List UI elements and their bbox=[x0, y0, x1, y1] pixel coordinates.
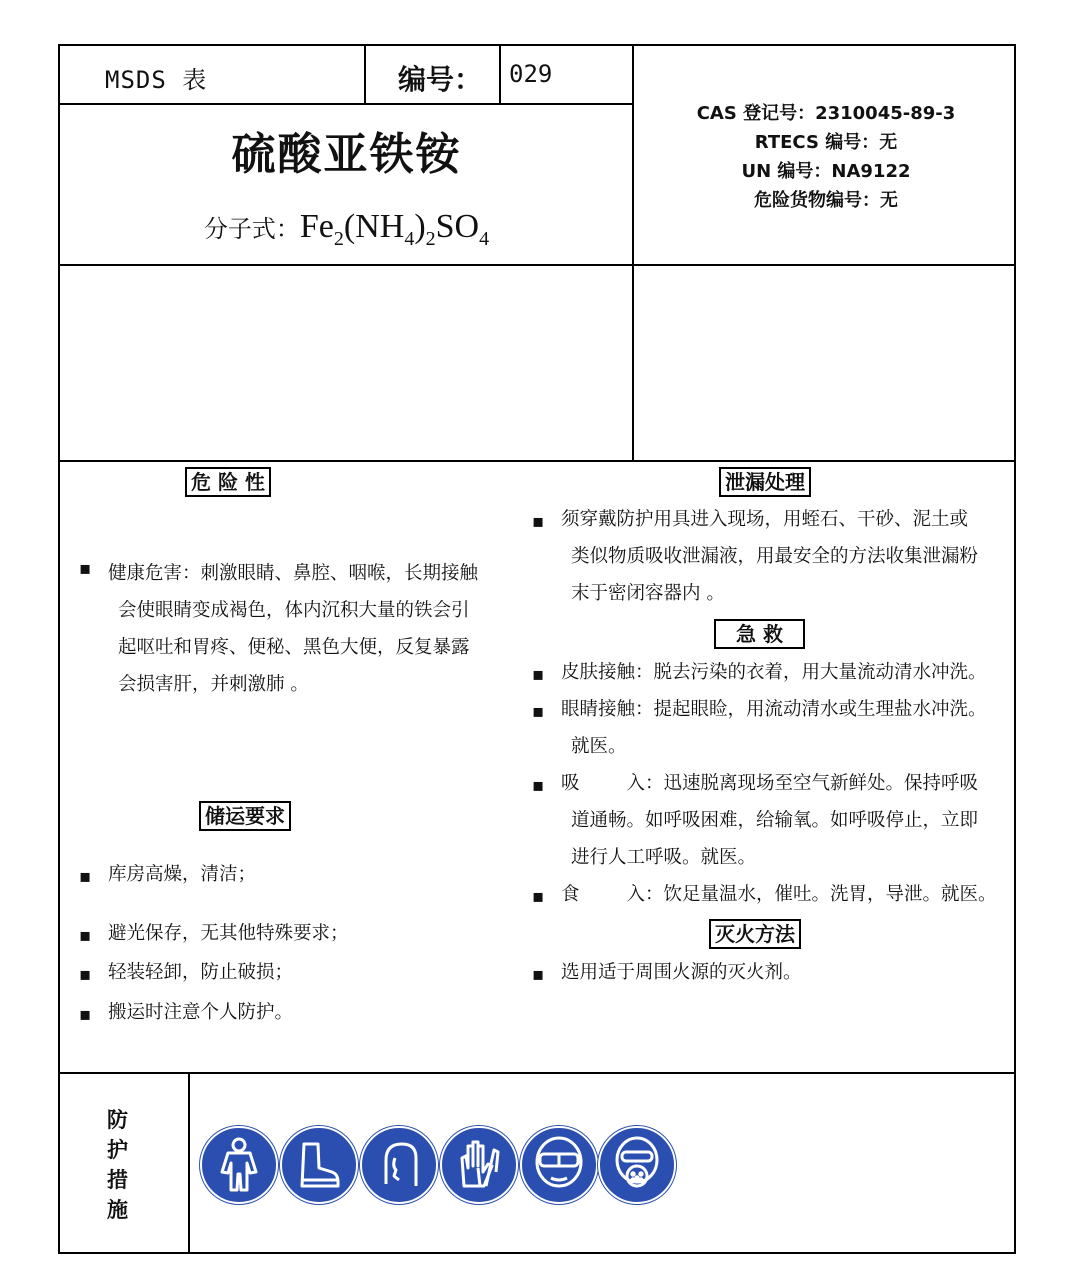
hazard-line: 会损害肝，并刺激肺 。 bbox=[118, 674, 309, 695]
cas-number: CAS 登记号：2310045-89-3 bbox=[696, 103, 956, 124]
hazard-line: 会使眼睛变成褐色，体内沉积大量的铁会引 bbox=[118, 600, 470, 621]
bullet: ▪ bbox=[79, 925, 92, 946]
formula-value: $Fe_2(NH_4)_2SO_4$ bbox=[299, 208, 490, 250]
storage-item: 轻装轻卸，防止破损； bbox=[108, 962, 294, 983]
storage-title: 储运要求 bbox=[199, 801, 291, 831]
bullet: ▪ bbox=[532, 511, 545, 532]
divider bbox=[58, 1072, 1016, 1074]
storage-item: 库房高燥，清洁； bbox=[108, 864, 257, 885]
dangerous-goods-number: 危险货物编号：无 bbox=[754, 190, 898, 211]
bullet: ▪ bbox=[79, 866, 92, 887]
leak-title: 泄漏处理 bbox=[719, 467, 811, 497]
fire-item: 选用适于周围火源的灭火剂。 bbox=[561, 962, 802, 983]
firstaid-inhale: 吸 入：迅速脱离现场至空气新鲜处。保持呼吸 bbox=[561, 773, 979, 794]
divider bbox=[58, 103, 633, 105]
bullet: ▪ bbox=[532, 886, 545, 907]
protection-label: 防 护 措 施 bbox=[107, 1108, 128, 1222]
firstaid-eye-cont: 就医。 bbox=[571, 736, 627, 757]
bullet: ▪ bbox=[532, 775, 545, 796]
protective-gloves-icon bbox=[440, 1126, 518, 1204]
safety-boots-icon bbox=[280, 1126, 358, 1204]
leak-line: 须穿戴防护用具进入现场，用蛭石、干砂、泥土或 bbox=[561, 509, 969, 530]
leak-line: 末于密闭容器内 。 bbox=[571, 583, 725, 604]
fire-title: 灭火方法 bbox=[709, 919, 801, 949]
protective-suit-icon bbox=[200, 1126, 278, 1204]
head-protection-icon bbox=[360, 1126, 438, 1204]
formula-label: 分子式： bbox=[203, 215, 300, 243]
storage-item: 搬运时注意个人防护。 bbox=[108, 1002, 294, 1023]
bullet: ▪ bbox=[79, 558, 92, 579]
divider bbox=[58, 460, 1016, 462]
hazard-line: 起呕吐和胃疼、便秘、黑色大便，反复暴露 bbox=[118, 637, 470, 658]
firstaid-title: 急 救 bbox=[714, 619, 805, 649]
bullet: ▪ bbox=[532, 964, 545, 985]
number-label: 编号： bbox=[398, 63, 483, 96]
bullet: ▪ bbox=[532, 701, 545, 722]
firstaid-inhale-cont: 进行人工呼吸。就医。 bbox=[571, 847, 757, 868]
divider bbox=[188, 1072, 190, 1254]
bullet: ▪ bbox=[79, 964, 92, 985]
bullet: ▪ bbox=[532, 664, 545, 685]
form-label: MSDS 表 bbox=[105, 66, 208, 94]
number-value: 029 bbox=[509, 60, 553, 88]
hazard-title: 危 险 性 bbox=[185, 467, 271, 497]
firstaid-eye: 眼睛接触：提起眼睑，用流动清水或生理盐水冲洗。 bbox=[561, 699, 987, 720]
firstaid-skin: 皮肤接触：脱去污染的衣着，用大量流动清水冲洗。 bbox=[561, 662, 987, 683]
divider bbox=[632, 44, 634, 461]
divider bbox=[499, 44, 501, 104]
divider bbox=[364, 44, 366, 104]
bullet: ▪ bbox=[79, 1004, 92, 1025]
safety-goggles-icon bbox=[520, 1126, 598, 1204]
firstaid-ingest: 食 入：饮足量温水，催吐。洗胃，导泄。就医。 bbox=[561, 884, 997, 905]
hazard-line: 健康危害：刺激眼睛、鼻腔、咽喉，长期接触 bbox=[108, 563, 479, 584]
leak-line: 类似物质吸收泄漏液，用最安全的方法收集泄漏粉 bbox=[571, 546, 979, 567]
un-number: UN 编号：NA9122 bbox=[741, 161, 911, 182]
firstaid-inhale-cont: 道通畅。如呼吸困难，给输氧。如呼吸停止，立即 bbox=[571, 810, 979, 831]
molecular-formula bbox=[60, 208, 633, 251]
divider bbox=[58, 264, 1016, 266]
substance-name: 硫酸亚铁铵 bbox=[231, 129, 462, 180]
rtecs-number: RTECS 编号：无 bbox=[754, 132, 898, 153]
respirator-icon bbox=[598, 1126, 676, 1204]
storage-item: 避光保存，无其他特殊要求； bbox=[108, 923, 349, 944]
